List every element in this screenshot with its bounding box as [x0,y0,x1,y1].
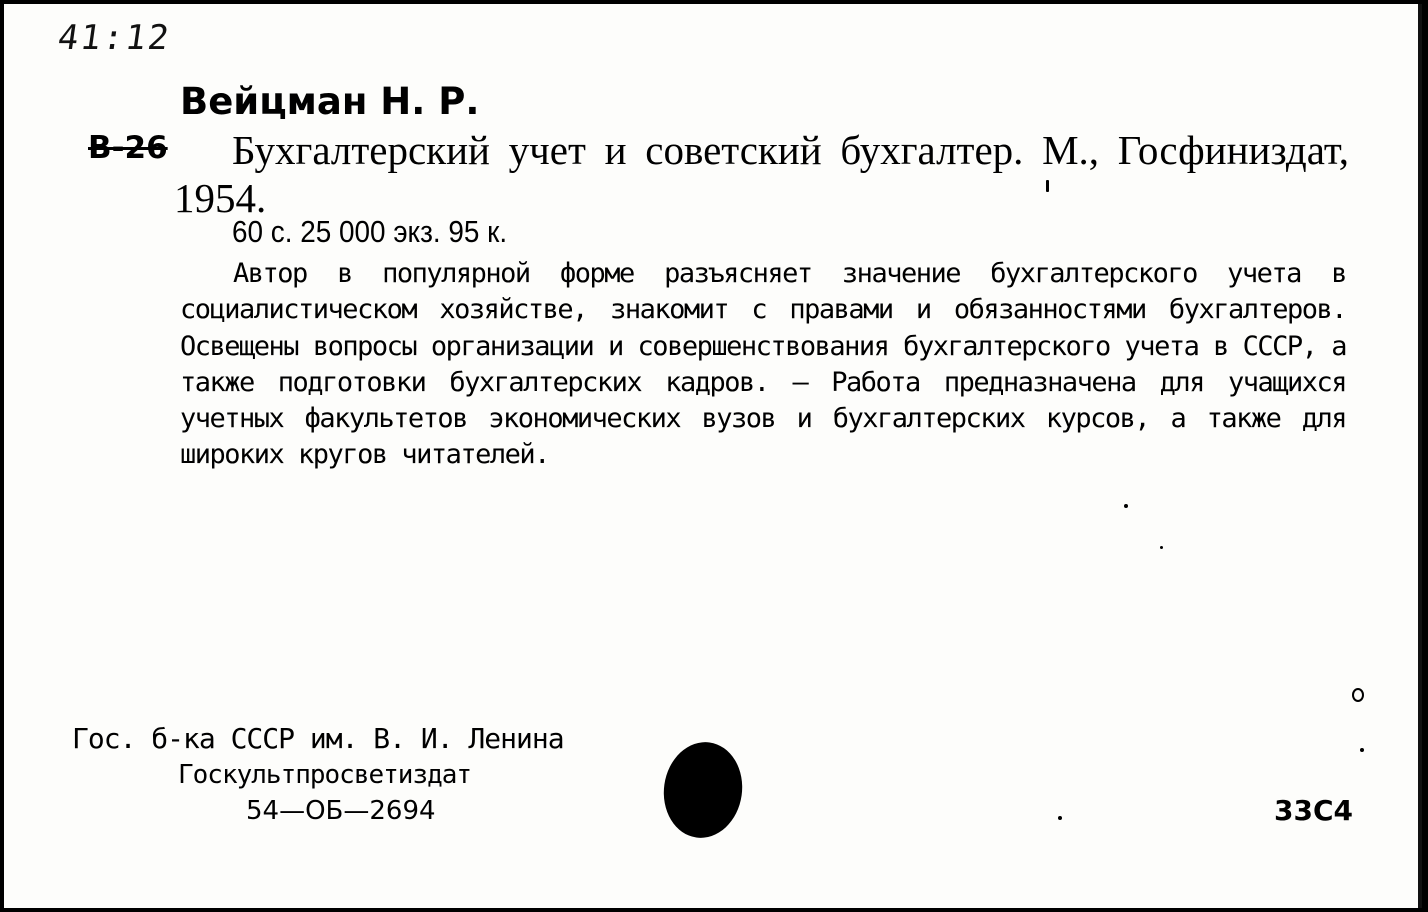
accession-number: 41:12 [55,18,174,58]
holding-library: Гос. б-ка СССР им. В. И. Ленина [72,722,564,755]
publisher-note: Госкультпросветиздат [178,760,472,790]
ink-speck [1360,748,1364,752]
ink-speck [1046,180,1049,192]
order-number: 54—ОБ—2694 [246,796,436,826]
ink-speck [1160,546,1163,549]
shelfmark: В-26 [88,130,168,166]
catalog-code: 33С4 [1274,794,1353,827]
annotation: Автор в популярной форме разъясняет значение бухгалтерского учета в социалистическом хозяйстве, знакомит с правами и обязанностями бухгалтеров. Освещены вопросы организации и совершенствования бухгалтерского учета в СССР, а также подготовки бухгалтерских кадров. — Работа предназначена для учащихся учетных факультетов экономических вузов и бухгалтерских курсов, а также для широких кругов читателей. [180,258,1346,471]
punch-hole [658,737,749,843]
ink-speck [1058,816,1062,820]
catalog-card [4,4,1422,908]
ink-speck [1352,688,1364,702]
physical-description: 60 с. 25 000 экз. 95 к. [232,214,508,249]
ink-speck [1124,504,1128,508]
author-name: Вейцман Н. Р. [180,80,480,123]
book-title: Бухгалтерский учет и советский бухгалтер. М., Госфиниздат, 1954. [174,127,1349,221]
